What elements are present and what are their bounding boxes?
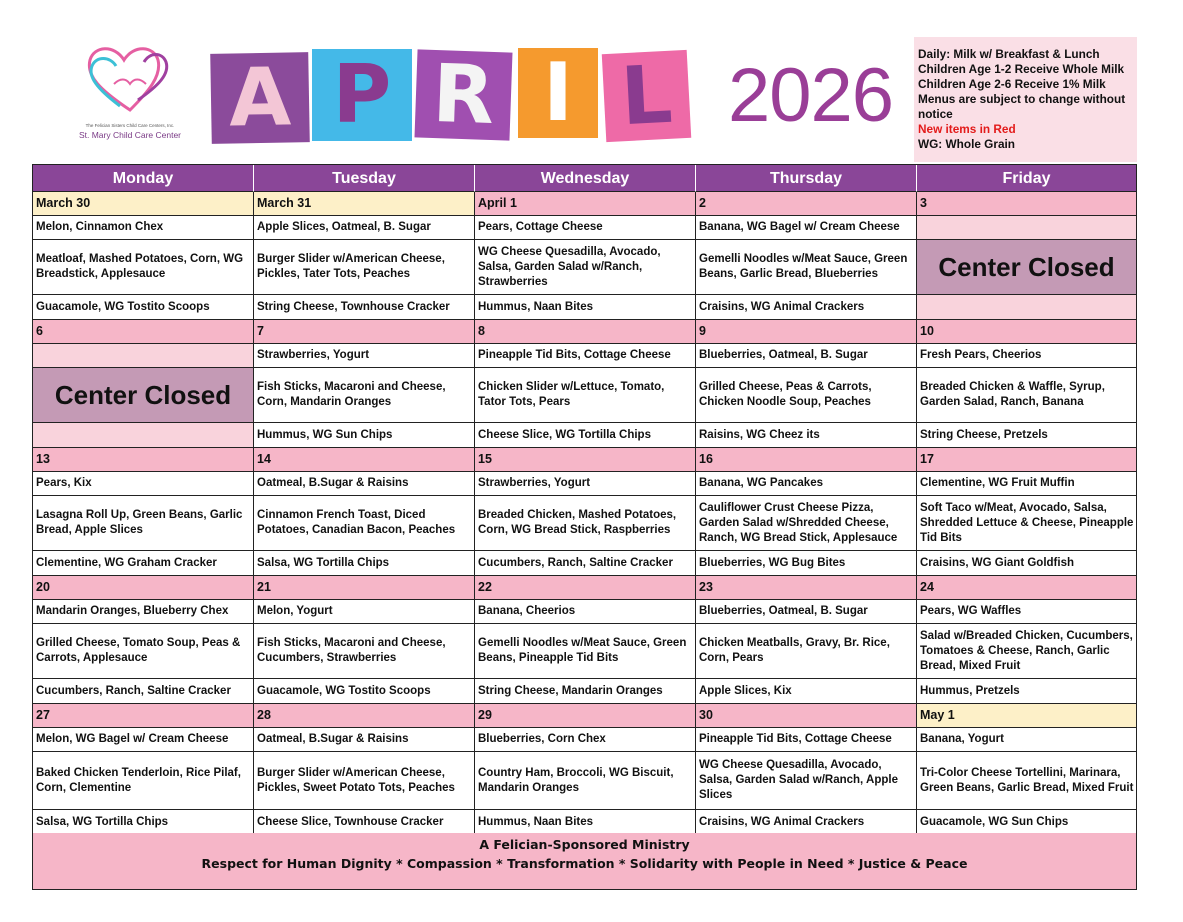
breakfast-menu-cell: Melon, WG Bagel w/ Cream Cheese bbox=[33, 728, 253, 752]
week-2-lunch-row bbox=[33, 368, 1136, 423]
year-title: 2026 bbox=[728, 53, 894, 138]
weekday-header-row bbox=[33, 165, 1136, 192]
week-1-dates-row bbox=[33, 192, 1136, 216]
lunch-menu-cell: Chicken Meatballs, Gravy, Br. Rice, Corn, Pears bbox=[695, 624, 916, 679]
breakfast-menu-cell: Mandarin Oranges, Blueberry Chex bbox=[33, 600, 253, 624]
snack-menu-cell: Guacamole, WG Tostito Scoops bbox=[33, 295, 253, 320]
center-closed-cell: Center Closed bbox=[33, 368, 253, 423]
lunch-menu-cell: Grilled Cheese, Peas & Carrots, Chicken Noodle Soup, Peaches bbox=[695, 368, 916, 423]
month-letter-tile: I bbox=[518, 48, 598, 138]
date-cell: 29 bbox=[474, 704, 695, 728]
date-cell: March 31 bbox=[253, 192, 474, 216]
snack-menu-cell: Apple Slices, Kix bbox=[695, 679, 916, 704]
snack-menu-cell: Cheese Slice, Townhouse Cracker bbox=[253, 810, 474, 835]
footer-values: Respect for Human Dignity * Compassion * Transformation * Solidarity with People in Need * Justice & Peace bbox=[201, 856, 968, 871]
weekday-header: Tuesday bbox=[253, 165, 474, 192]
info-line: Children Age 2-6 Receive 1% Milk bbox=[918, 77, 1106, 91]
snack-menu-cell: Craisins, WG Animal Crackers bbox=[695, 810, 916, 835]
lunch-menu-cell: Meatloaf, Mashed Potatoes, Corn, WG Breadstick, Applesauce bbox=[33, 240, 253, 295]
lunch-menu-cell: WG Cheese Quesadilla, Avocado, Salsa, Garden Salad w/Ranch, Apple Slices bbox=[695, 752, 916, 810]
breakfast-menu-cell: Melon, Yogurt bbox=[253, 600, 474, 624]
lunch-menu-cell: Tri-Color Cheese Tortellini, Marinara, Green Beans, Garlic Bread, Mixed Fruit bbox=[916, 752, 1136, 810]
date-cell: 28 bbox=[253, 704, 474, 728]
week-1-snack-row bbox=[33, 295, 1136, 320]
date-cell: 20 bbox=[33, 576, 253, 600]
snack-menu-cell: Hummus, Pretzels bbox=[916, 679, 1136, 704]
week-4-lunch-row bbox=[33, 624, 1136, 679]
week-1-lunch-row bbox=[33, 240, 1136, 295]
date-cell: May 1 bbox=[916, 704, 1136, 728]
lunch-menu-cell: Fish Sticks, Macaroni and Cheese, Cucumbers, Strawberries bbox=[253, 624, 474, 679]
info-new-items-note: New items in Red bbox=[918, 122, 1016, 136]
empty-menu-cell bbox=[33, 344, 253, 368]
lunch-menu-cell: Country Ham, Broccoli, WG Biscuit, Mandarin Oranges bbox=[474, 752, 695, 810]
info-line: WG: Whole Grain bbox=[918, 137, 1015, 151]
lunch-menu-cell: Breaded Chicken & Waffle, Syrup, Garden Salad, Ranch, Banana bbox=[916, 368, 1136, 423]
snack-menu-cell: Craisins, WG Animal Crackers bbox=[695, 295, 916, 320]
snack-menu-cell: Salsa, WG Tortilla Chips bbox=[33, 810, 253, 835]
lunch-menu-cell: Gemelli Noodles w/Meat Sauce, Green Beans, Pineapple Tid Bits bbox=[474, 624, 695, 679]
lunch-menu-cell: Fish Sticks, Macaroni and Cheese, Corn, Mandarin Oranges bbox=[253, 368, 474, 423]
date-cell: 14 bbox=[253, 448, 474, 472]
breakfast-menu-cell: Banana, Yogurt bbox=[916, 728, 1136, 752]
breakfast-menu-cell: Blueberries, Oatmeal, B. Sugar bbox=[695, 344, 916, 368]
month-letter-tile: A bbox=[210, 52, 310, 144]
lunch-menu-cell: Burger Slider w/American Cheese, Pickles, Sweet Potato Tots, Peaches bbox=[253, 752, 474, 810]
snack-menu-cell: String Cheese, Mandarin Oranges bbox=[474, 679, 695, 704]
snack-menu-cell: Cucumbers, Ranch, Saltine Cracker bbox=[474, 551, 695, 576]
date-cell: 9 bbox=[695, 320, 916, 344]
week-5-lunch-row bbox=[33, 752, 1136, 810]
week-5-dates-row bbox=[33, 704, 1136, 728]
date-cell: 13 bbox=[33, 448, 253, 472]
snack-menu-cell: Cucumbers, Ranch, Saltine Cracker bbox=[33, 679, 253, 704]
week-2-dates-row bbox=[33, 320, 1136, 344]
breakfast-menu-cell: Banana, WG Pancakes bbox=[695, 472, 916, 496]
lunch-menu-cell: Burger Slider w/American Cheese, Pickles, Tater Tots, Peaches bbox=[253, 240, 474, 295]
hearts-icon bbox=[80, 38, 180, 120]
footer-banner bbox=[33, 833, 1136, 889]
empty-menu-cell bbox=[33, 423, 253, 448]
week-5-breakfast-row bbox=[33, 728, 1136, 752]
breakfast-menu-cell: Blueberries, Corn Chex bbox=[474, 728, 695, 752]
breakfast-menu-cell: Fresh Pears, Cheerios bbox=[916, 344, 1136, 368]
breakfast-menu-cell: Pears, Cottage Cheese bbox=[474, 216, 695, 240]
breakfast-menu-cell: Strawberries, Yogurt bbox=[474, 472, 695, 496]
snack-menu-cell: Clementine, WG Graham Cracker bbox=[33, 551, 253, 576]
date-cell: 17 bbox=[916, 448, 1136, 472]
breakfast-menu-cell: Pears, Kix bbox=[33, 472, 253, 496]
snack-menu-cell: Hummus, WG Sun Chips bbox=[253, 423, 474, 448]
date-cell: 24 bbox=[916, 576, 1136, 600]
date-cell: 6 bbox=[33, 320, 253, 344]
snack-menu-cell: Hummus, Naan Bites bbox=[474, 810, 695, 835]
month-letter-tile: R bbox=[414, 49, 512, 140]
breakfast-menu-cell: Oatmeal, B.Sugar & Raisins bbox=[253, 728, 474, 752]
week-3-breakfast-row bbox=[33, 472, 1136, 496]
snack-menu-cell: Guacamole, WG Sun Chips bbox=[916, 810, 1136, 835]
breakfast-menu-cell: Pineapple Tid Bits, Cottage Cheese bbox=[695, 728, 916, 752]
info-line: Menus are subject to change without notice bbox=[918, 92, 1126, 121]
breakfast-menu-cell: Clementine, WG Fruit Muffin bbox=[916, 472, 1136, 496]
logo-center-name: St. Mary Child Care Center bbox=[78, 130, 182, 140]
breakfast-menu-cell: Banana, Cheerios bbox=[474, 600, 695, 624]
menu-calendar bbox=[32, 164, 1137, 890]
breakfast-menu-cell: Blueberries, Oatmeal, B. Sugar bbox=[695, 600, 916, 624]
date-cell: 27 bbox=[33, 704, 253, 728]
snack-menu-cell: String Cheese, Townhouse Cracker bbox=[253, 295, 474, 320]
snack-menu-cell: Guacamole, WG Tostito Scoops bbox=[253, 679, 474, 704]
snack-menu-cell: Blueberries, WG Bug Bites bbox=[695, 551, 916, 576]
lunch-menu-cell: Grilled Cheese, Tomato Soup, Peas & Carrots, Applesauce bbox=[33, 624, 253, 679]
week-5-snack-row bbox=[33, 810, 1136, 835]
lunch-menu-cell: Cinnamon French Toast, Diced Potatoes, Canadian Bacon, Peaches bbox=[253, 496, 474, 551]
date-cell: 16 bbox=[695, 448, 916, 472]
breakfast-menu-cell: Apple Slices, Oatmeal, B. Sugar bbox=[253, 216, 474, 240]
snack-menu-cell: Salsa, WG Tortilla Chips bbox=[253, 551, 474, 576]
weekday-header: Monday bbox=[33, 165, 253, 192]
breakfast-menu-cell: Banana, WG Bagel w/ Cream Cheese bbox=[695, 216, 916, 240]
date-cell: 10 bbox=[916, 320, 1136, 344]
week-3-snack-row bbox=[33, 551, 1136, 576]
week-3-lunch-row bbox=[33, 496, 1136, 551]
breakfast-menu-cell: Oatmeal, B.Sugar & Raisins bbox=[253, 472, 474, 496]
month-title bbox=[211, 45, 689, 145]
info-line: Children Age 1-2 Receive Whole Milk bbox=[918, 62, 1125, 76]
date-cell: 2 bbox=[695, 192, 916, 216]
info-line: Daily: Milk w/ Breakfast & Lunch bbox=[918, 47, 1100, 61]
lunch-menu-cell: Gemelli Noodles w/Meat Sauce, Green Beans, Garlic Bread, Blueberries bbox=[695, 240, 916, 295]
snack-menu-cell: Cheese Slice, WG Tortilla Chips bbox=[474, 423, 695, 448]
lunch-menu-cell: Baked Chicken Tenderloin, Rice Pilaf, Corn, Clementine bbox=[33, 752, 253, 810]
lunch-menu-cell: Soft Taco w/Meat, Avocado, Salsa, Shredded Lettuce & Cheese, Pineapple Tid Bits bbox=[916, 496, 1136, 551]
snack-menu-cell: Raisins, WG Cheez its bbox=[695, 423, 916, 448]
lunch-menu-cell: Breaded Chicken, Mashed Potatoes, Corn, WG Bread Stick, Raspberries bbox=[474, 496, 695, 551]
logo bbox=[66, 38, 194, 146]
lunch-menu-cell: Lasagna Roll Up, Green Beans, Garlic Bread, Apple Slices bbox=[33, 496, 253, 551]
week-2-breakfast-row bbox=[33, 344, 1136, 368]
lunch-menu-cell: Salad w/Breaded Chicken, Cucumbers, Tomatoes & Cheese, Ranch, Garlic Bread, Mixed Fruit bbox=[916, 624, 1136, 679]
empty-menu-cell bbox=[916, 295, 1136, 320]
date-cell: 21 bbox=[253, 576, 474, 600]
empty-menu-cell bbox=[916, 216, 1136, 240]
breakfast-menu-cell: Pears, WG Waffles bbox=[916, 600, 1136, 624]
week-4-breakfast-row bbox=[33, 600, 1136, 624]
date-cell: March 30 bbox=[33, 192, 253, 216]
date-cell: 30 bbox=[695, 704, 916, 728]
snack-menu-cell: Craisins, WG Giant Goldfish bbox=[916, 551, 1136, 576]
date-cell: 23 bbox=[695, 576, 916, 600]
week-1-breakfast-row bbox=[33, 216, 1136, 240]
date-cell: 15 bbox=[474, 448, 695, 472]
month-letter-tile: L bbox=[602, 50, 691, 142]
breakfast-menu-cell: Strawberries, Yogurt bbox=[253, 344, 474, 368]
date-cell: 7 bbox=[253, 320, 474, 344]
week-4-dates-row bbox=[33, 576, 1136, 600]
weekday-header: Friday bbox=[916, 165, 1136, 192]
breakfast-menu-cell: Pineapple Tid Bits, Cottage Cheese bbox=[474, 344, 695, 368]
lunch-menu-cell: Cauliflower Crust Cheese Pizza, Garden Salad w/Shredded Cheese, Ranch, WG Bread Stick, Applesauce bbox=[695, 496, 916, 551]
weekday-header: Wednesday bbox=[474, 165, 695, 192]
center-closed-cell: Center Closed bbox=[916, 240, 1136, 295]
date-cell: 3 bbox=[916, 192, 1136, 216]
breakfast-menu-cell: Melon, Cinnamon Chex bbox=[33, 216, 253, 240]
weekday-header: Thursday bbox=[695, 165, 916, 192]
snack-menu-cell: Hummus, Naan Bites bbox=[474, 295, 695, 320]
week-4-snack-row bbox=[33, 679, 1136, 704]
week-3-dates-row bbox=[33, 448, 1136, 472]
footer-ministry: A Felician-Sponsored Ministry bbox=[479, 837, 690, 852]
date-cell: April 1 bbox=[474, 192, 695, 216]
snack-menu-cell: String Cheese, Pretzels bbox=[916, 423, 1136, 448]
lunch-menu-cell: Chicken Slider w/Lettuce, Tomato, Tator Tots, Pears bbox=[474, 368, 695, 423]
info-box bbox=[914, 37, 1137, 162]
logo-org-text: The Felician Sisters Child Care Centers, Inc. bbox=[85, 123, 175, 128]
lunch-menu-cell: WG Cheese Quesadilla, Avocado, Salsa, Garden Salad w/Ranch, Strawberries bbox=[474, 240, 695, 295]
week-2-snack-row bbox=[33, 423, 1136, 448]
date-cell: 22 bbox=[474, 576, 695, 600]
date-cell: 8 bbox=[474, 320, 695, 344]
month-letter-tile: P bbox=[312, 49, 412, 141]
